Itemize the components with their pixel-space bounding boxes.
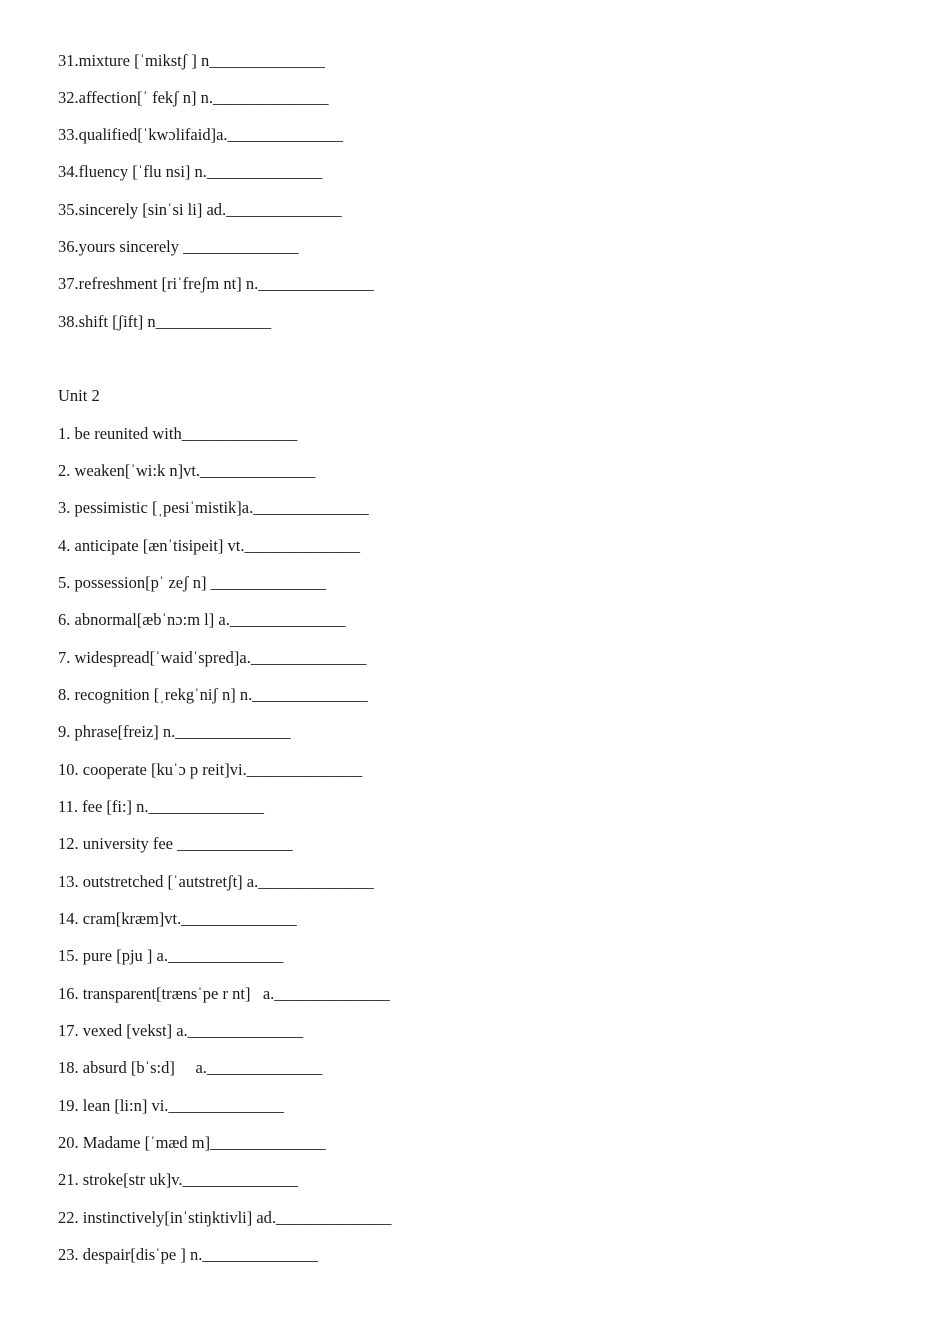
unit2-item-7: 7. widespread[ˈwaidˈspred]a.______________: [58, 648, 367, 667]
unit2-item-2: 2. weaken[ˈwi:k n]vt.______________: [58, 461, 316, 480]
vocab-item-33: 33.qualified[ˈkwɔlifaid]a.______________: [58, 125, 344, 144]
unit2-item-6: 6. abnormal[æbˈnɔ:m l] a.______________: [58, 610, 346, 629]
unit2-item-4: 4. anticipate [ænˈtisipeit] vt.______________: [58, 536, 360, 555]
unit2-item-17: 17. vexed [vekst] a.______________: [58, 1021, 304, 1040]
vocab-item-38: 38.shift [ʃift] n______________: [58, 312, 272, 331]
vocab-item-37: 37.refreshment [riˈfreʃm nt] n.______________: [58, 274, 374, 293]
unit2-item-19: 19. lean [li:n] vi.______________: [58, 1096, 284, 1115]
vocab-item-36: 36.yours sincerely ______________: [58, 237, 299, 256]
unit2-item-5: 5. possession[pˈ zeʃ n] ______________: [58, 573, 327, 592]
vocab-item-34: 34.fluency [ˈflu nsi] n.______________: [58, 162, 323, 181]
unit2-item-11: 11. fee [fi:] n.______________: [58, 797, 265, 816]
vocab-item-32: 32.affection[ˈ fekʃ n] n.______________: [58, 88, 329, 107]
vocab-item-35: 35.sincerely [sinˈsi li] ad.______________: [58, 200, 342, 219]
unit2-item-8: 8. recognition [ˌrekgˈniʃ n] n.______________: [58, 685, 368, 704]
unit2-item-20: 20. Madame [ˈmæd m]______________: [58, 1133, 326, 1152]
unit2-item-23: 23. despair[disˈpe ] n.______________: [58, 1245, 318, 1264]
unit2-item-22: 22. instinctively[inˈstiŋktivli] ad.______________: [58, 1208, 392, 1227]
unit2-item-16: 16. transparent[trænsˈpe r nt] a.______________: [58, 984, 390, 1003]
vocab-item-31: 31.mixture [ˈmikstʃ ] n______________: [58, 51, 325, 70]
unit2-item-12: 12. university fee ______________: [58, 834, 293, 853]
unit2-item-13: 13. outstretched [ˈautstretʃt] a.______________: [58, 872, 374, 891]
unit2-item-18: 18. absurd [bˈs:d] a.______________: [58, 1058, 323, 1077]
unit2-item-3: 3. pessimistic [ˌpesiˈmistik]a.______________: [58, 498, 369, 517]
unit-heading: Unit 2: [58, 386, 100, 405]
unit2-item-9: 9. phrase[freiz] n.______________: [58, 722, 291, 741]
unit2-item-15: 15. pure [pju ] a.______________: [58, 946, 284, 965]
unit2-item-21: 21. stroke[str uk]v.______________: [58, 1170, 298, 1189]
unit2-item-14: 14. cram[kræm]vt.______________: [58, 909, 297, 928]
unit2-item-1: 1. be reunited with______________: [58, 424, 298, 443]
unit2-item-10: 10. cooperate [kuˈɔ p reit]vi.______________: [58, 760, 363, 779]
